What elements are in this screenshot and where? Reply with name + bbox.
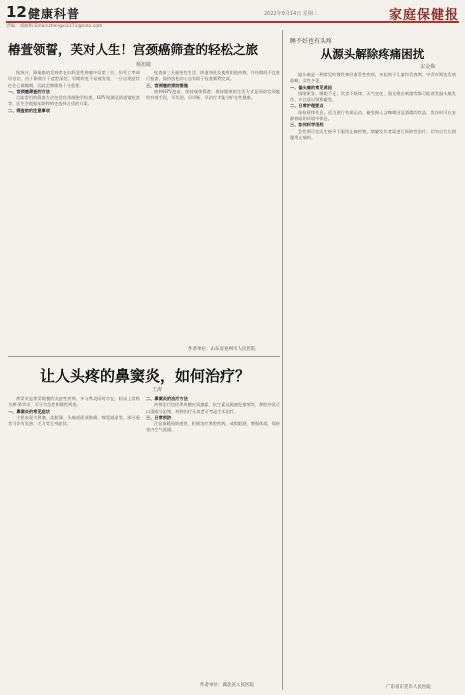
article3-subheading: 二、鼻窦炎的治疗方法 xyxy=(146,396,188,401)
article1-paragraph: 目前常用的筛查方法包括宫颈细胞学检查、HPV检测及阴道镜检查等，医生会根据年龄和病史选择合适的方案。 xyxy=(8,95,140,107)
paper-title: 家庭保健报 xyxy=(388,8,459,23)
article1-footer: 作者单位：山东省兖州市人民医院 xyxy=(188,347,256,352)
article3-title: 让人头疼的鼻窦炎，如何治疗？ xyxy=(39,367,250,385)
section-name: 健康科普 xyxy=(28,7,81,21)
article2-paragraph: 急性期可在医生指导下服用止痛药物，频繁发作者需进行预防性治疗，切勿自行长期滥用止痛药。 xyxy=(290,128,456,140)
article1-subheading: 三、宫颈癌的预防措施 xyxy=(146,82,188,88)
article2-paragraph: 情绪紧张、睡眠不足、饮食不规律、天气变化、强光噪音刺激等都可能诱发偏头痛发作，应注意识别和避免。 xyxy=(290,90,456,103)
article1-paragraph: 据统计，卵巢癌的发病率在妇科恶性肿瘤中居第三位，但死亡率却居首位，由于卵巢位于盆腔深处，早期病变不易被发现，一旦出现症状往往已属晚期，因此定期筛查十分重要。 xyxy=(8,70,140,88)
article1-paragraph: 接种HPV疫苗、坚持规律筛查、保持健康的生活方式是预防宫颈癌的有效手段，早发现、早诊断、早治疗才能守护女性健康。 xyxy=(146,88,280,101)
article3-col-2 xyxy=(146,396,280,672)
article1-byline: 杨旭敏 xyxy=(136,62,152,68)
article1-subheading: 一、宫颈癌筛查的方法 xyxy=(8,88,50,94)
article3-subheading: 一、鼻窦炎的常见症状 xyxy=(8,408,50,414)
article2-col xyxy=(290,72,456,680)
article1-col-2 xyxy=(146,70,280,342)
issue-date: 2022年9月14日 星期三 xyxy=(264,11,318,17)
editor-line: 责编：刘丽娟 Email:zhengxi1171@sina.com xyxy=(6,24,103,29)
article3-paragraph: 鼻窦炎是鼻窦黏膜的炎症性疾病，多与鼻炎同时存在，临床上常称为鼻-鼻窦炎，可分为急性和慢性两类。 xyxy=(8,396,140,408)
article2-paragraph: 偏头痛是一种常见的慢性神经血管性疾病，多起病于儿童和青春期，中青年期达发病高峰，女性多见。 xyxy=(290,72,456,84)
article3-paragraph: 药物治疗包括鼻用糖皮质激素、抗生素及黏液促排剂等，鼻腔冲洗可以清除分泌物，药物治疗无效者可考虑手术治疗。 xyxy=(146,402,280,414)
article2-byline: 宋金梅 xyxy=(420,64,436,70)
article1-title: 椿萱领誓，芙对人生！宫颈癌筛查的轻松之旅 xyxy=(8,42,259,57)
article3-byline: 王涛 xyxy=(152,387,163,393)
masthead xyxy=(6,3,459,23)
article1-col-1 xyxy=(8,70,140,342)
article2-kicker: 睡不好也有头疼 xyxy=(290,38,333,45)
article3-paragraph: 注意保暖预防感冒，积极治疗鼻腔疾病，戒烟限酒，增强体质，保持室内空气流通。 xyxy=(146,421,280,433)
article1-subheading: 二、筛查前的注意事项 xyxy=(8,107,50,113)
article2-footer: 广东省东莞市人民医院 xyxy=(386,685,431,690)
article2-title: 从源头解除疼痛困扰 xyxy=(320,47,425,61)
article-divider xyxy=(8,356,280,357)
article1-paragraph: 检查前三天避免性生活、阴道冲洗及使用阴道药物，月经期间不宜进行检查，保持放松的心态有助于检查顺利完成。 xyxy=(146,70,280,82)
article2-subheading: 一、偏头痛的常见诱因 xyxy=(290,84,332,90)
article2-paragraph: 保持规律作息，适当进行有氧运动，避免摄入含咖啡因及酒精的饮品，发作时可在安静昏暗的环境中休息。 xyxy=(290,109,456,122)
article3-subheading: 三、日常预防 xyxy=(146,414,172,420)
article3-footer: 作者单位：湖北省人民医院 xyxy=(200,683,254,688)
article3-col-1 xyxy=(8,396,140,682)
column-divider xyxy=(282,30,283,690)
page-number: 12 xyxy=(6,3,27,21)
article2-subheading: 三、如何科学用药 xyxy=(290,122,324,128)
article2-subheading: 二、日常护理要点 xyxy=(290,103,324,109)
article3-paragraph: 主要表现为鼻塞、流脓涕、头痛或面部胀痛、嗅觉减退等，部分患者可伴有发热、乏力等全身症状。 xyxy=(8,414,140,427)
